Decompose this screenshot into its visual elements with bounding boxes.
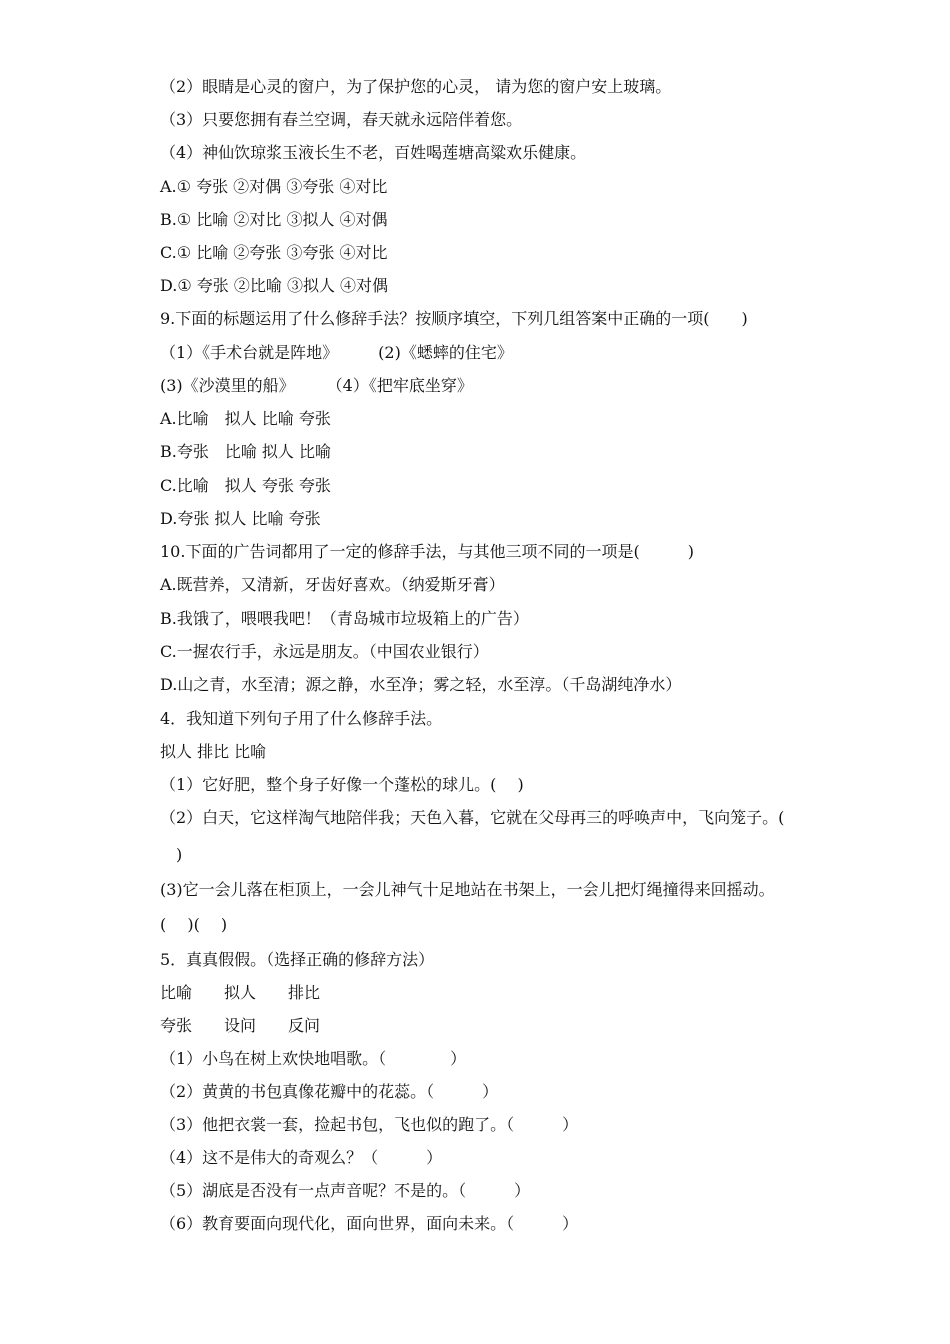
text-line: （2）白天，它这样淘气地陪伴我；天色入暮，它就在父母再三的呼唤声中，飞向笼子。( <box>160 808 785 827</box>
text-line: （1）小鸟在树上欢快地唱歌。（ ） <box>160 1049 467 1068</box>
question-line: 9.下面的标题运用了什么修辞手法？按顺序填空，下列几组答案中正确的一项( ) <box>160 309 748 328</box>
text-line: （2）黄黄的书包真像花瓣中的花蕊。（ ） <box>160 1082 499 1101</box>
option-line: B.夸张 比喻 拟人 比喻 <box>160 442 332 461</box>
text-line: （4）神仙饮琼浆玉液长生不老，百姓喝莲塘高粱欢乐健康。 <box>160 143 587 162</box>
text-line: （6）教育要面向现代化，面向世界，面向未来。（ ） <box>160 1214 579 1233</box>
text-line: （3）只要您拥有春兰空调，春天就永远陪伴着您。 <box>160 110 523 129</box>
option-line: D.① 夸张 ②比喻 ③拟人 ④对偶 <box>160 276 389 295</box>
text-line: （3）他把衣裳一套，捡起书包，飞也似的跑了。（ ） <box>160 1115 579 1134</box>
option-line: C.一握农行手，永远是朋友。（中国农业银行） <box>160 642 489 661</box>
text-line: 夸张 设问 反问 <box>160 1016 321 1035</box>
text-line: （1）它好肥，整个身子好像一个蓬松的球儿。( ) <box>160 775 524 794</box>
option-line: A.① 夸张 ②对偶 ③夸张 ④对比 <box>160 177 388 196</box>
question-line: 10.下面的广告词都用了一定的修辞手法，与其他三项不同的一项是( ) <box>160 542 694 561</box>
text-line: (3)《沙漠里的船》 （4）《把牢底坐穿》 <box>160 376 473 395</box>
text-line: (3)它一会儿落在柜顶上，一会儿神气十足地站在书架上，一会儿把灯绳撞得来回摇动。 <box>160 880 775 899</box>
question-line: 4．我知道下列句子用了什么修辞手法。 <box>160 709 443 728</box>
option-line: A.既营养，又清新，牙齿好喜欢。（纳爱斯牙膏） <box>160 575 505 594</box>
text-line: ( )( ) <box>160 915 228 934</box>
option-line: D.山之青，水至清；源之静，水至净；雾之轻，水至淳。（千岛湖纯净水） <box>160 675 682 694</box>
text-line: （5）湖底是否没有一点声音呢？不是的。（ ） <box>160 1181 531 1200</box>
text-line: （4）这不是伟大的奇观么？（ ） <box>160 1148 443 1167</box>
option-line: D.夸张 拟人 比喻 夸张 <box>160 509 321 528</box>
text-line: （1）《手术台就是阵地》 (2)《蟋蟀的住宅》 <box>160 343 513 362</box>
option-line: B.① 比喻 ②对比 ③拟人 ④对偶 <box>160 210 388 229</box>
text-line: 拟人 排比 比喻 <box>160 742 267 761</box>
text-line: （2）眼睛是心灵的窗户，为了保护您的心灵， 请为您的窗户安上玻璃。 <box>160 77 672 96</box>
text-line: 比喻 拟人 排比 <box>160 983 321 1002</box>
option-line: A.比喻 拟人 比喻 夸张 <box>160 409 331 428</box>
text-line: ) <box>160 845 183 864</box>
option-line: C.比喻 拟人 夸张 夸张 <box>160 476 331 495</box>
question-line: 5．真真假假。（选择正确的修辞方法） <box>160 950 435 969</box>
option-line: C.① 比喻 ②夸张 ③夸张 ④对比 <box>160 243 388 262</box>
option-line: B.我饿了，喂喂我吧！（青岛城市垃圾箱上的广告） <box>160 609 529 628</box>
